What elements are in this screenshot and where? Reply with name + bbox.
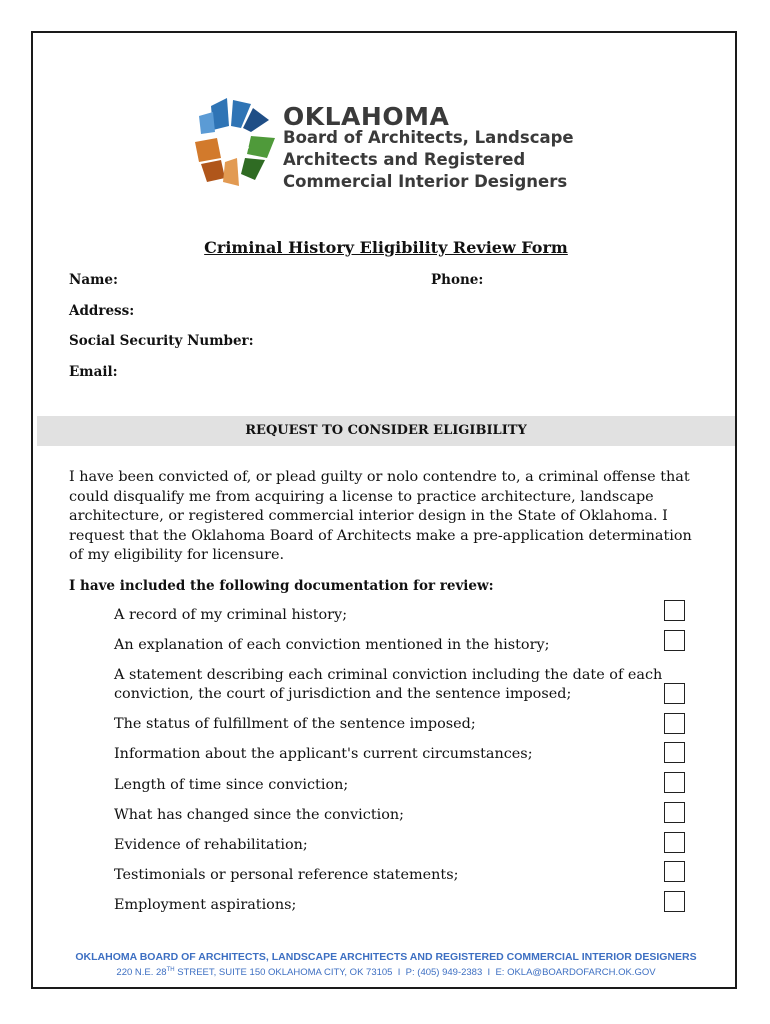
section-band bbox=[37, 416, 735, 446]
form-page bbox=[31, 31, 737, 989]
ssn-label: Social Security Number: bbox=[69, 333, 254, 349]
doc-item-statement: A statement describing each criminal conviction including the date of each bbox=[114, 667, 663, 683]
logo-line-2: Architects and Registered bbox=[283, 150, 526, 169]
logo-line-3: Commercial Interior Designers bbox=[283, 172, 568, 191]
checkbox-explanation[interactable] bbox=[664, 630, 685, 651]
checkbox-criminal-history[interactable] bbox=[664, 600, 685, 621]
doc-item-testimonials: Testimonials or personal reference statements; bbox=[114, 867, 459, 883]
checkbox-circumstances[interactable] bbox=[664, 742, 685, 763]
doc-item-explanation: An explanation of each conviction mentioned in the history; bbox=[114, 637, 550, 653]
doc-item-statement-cont: conviction, the court of jurisdiction and the sentence imposed; bbox=[114, 686, 572, 702]
checkbox-testimonials[interactable] bbox=[664, 861, 685, 882]
address-label: Address: bbox=[69, 303, 135, 319]
footer-contact bbox=[33, 967, 739, 978]
intro-line: could disqualify me from acquiring a license to practice architecture, landscape bbox=[69, 488, 654, 505]
intro-line: I have been convicted of, or plead guilty or nolo contendre to, a criminal offense that bbox=[69, 469, 690, 485]
footer-org: OKLAHOMA BOARD OF ARCHITECTS, LANDSCAPE ARCHITECTS AND REGISTERED COMMERCIAL INTERIOR DESIGNERS bbox=[75, 951, 697, 963]
doc-item-sentence-status: The status of fulfillment of the sentence imposed; bbox=[114, 716, 476, 732]
intro-line: request that the Oklahoma Board of Architects make a pre-application determination bbox=[69, 527, 692, 544]
doc-item-employment: Employment aspirations; bbox=[114, 897, 297, 913]
docs-heading: I have included the following documentation for review: bbox=[69, 578, 494, 594]
checkbox-time-since[interactable] bbox=[664, 772, 685, 793]
form-title: Criminal History Eligibility Review Form bbox=[204, 238, 568, 257]
doc-item-rehabilitation: Evidence of rehabilitation; bbox=[114, 837, 308, 853]
checkbox-rehabilitation[interactable] bbox=[664, 832, 685, 853]
footer-separator: I bbox=[487, 967, 491, 979]
doc-item-time-since: Length of time since conviction; bbox=[114, 777, 349, 793]
intro-line: architecture, or registered commercial interior design in the State of Oklahoma. I bbox=[69, 508, 668, 525]
doc-item-circumstances: Information about the applicant's current circumstances; bbox=[114, 746, 533, 762]
footer-address-sup: TH bbox=[166, 967, 175, 973]
logo-line-1: Board of Architects, Landscape bbox=[283, 128, 574, 147]
checkbox-employment[interactable] bbox=[664, 891, 685, 912]
board-logo bbox=[193, 98, 593, 228]
footer-email: E: OKLA@BOARDOFARCH.OK.GOV bbox=[495, 967, 656, 979]
footer-address-rest: STREET, SUITE 150 OKLAHOMA CITY, OK 73105 bbox=[174, 967, 393, 979]
phone-label: Phone: bbox=[431, 272, 484, 288]
intro-line: of my eligibility for licensure. bbox=[69, 547, 285, 564]
doc-item-criminal-history: A record of my criminal history; bbox=[114, 607, 348, 623]
star-logo-icon bbox=[193, 98, 279, 188]
checkbox-what-changed[interactable] bbox=[664, 802, 685, 823]
footer-phone: P: (405) 949-2383 bbox=[405, 967, 483, 979]
footer-separator: I bbox=[397, 967, 401, 979]
logo-title: OKLAHOMA bbox=[283, 102, 450, 131]
name-label: Name: bbox=[69, 272, 118, 288]
intro-paragraph bbox=[69, 468, 709, 566]
checkbox-statement[interactable] bbox=[664, 683, 685, 704]
section-heading: REQUEST TO CONSIDER ELIGIBILITY bbox=[245, 423, 527, 438]
footer-address: 220 N.E. 28 bbox=[116, 967, 167, 979]
checkbox-sentence-status[interactable] bbox=[664, 713, 685, 734]
email-label: Email: bbox=[69, 364, 118, 380]
doc-item-what-changed: What has changed since the conviction; bbox=[114, 807, 404, 823]
